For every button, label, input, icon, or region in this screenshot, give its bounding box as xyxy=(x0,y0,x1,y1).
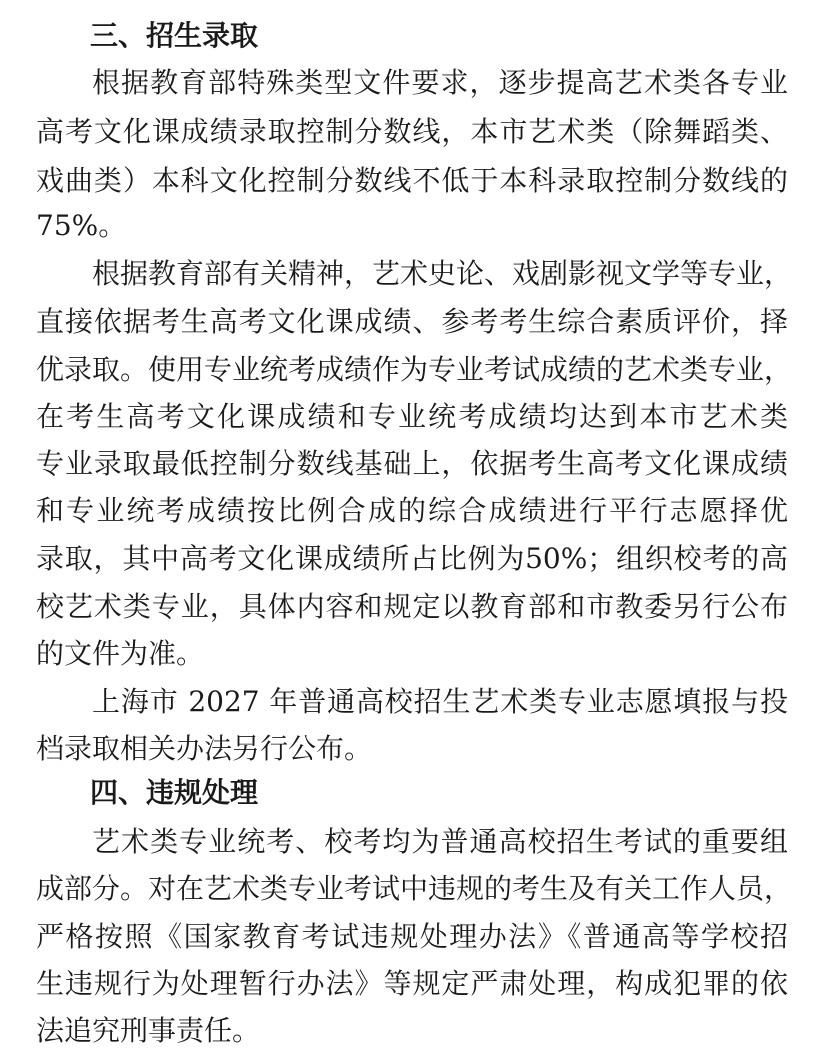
text-line: 优录取。使用专业统考成绩作为专业考试成绩的艺术类专业， xyxy=(36,353,793,386)
text-line: 法追究刑事责任。 xyxy=(36,1014,261,1047)
text-line: 根据教育部有关精神，艺术史论、戏剧影视文学等专业， xyxy=(92,257,793,290)
text-line: 根据教育部特殊类型文件要求，逐步提高艺术类各专业 xyxy=(92,66,788,99)
text-line: 严格按照《国家教育考试违规处理办法》《普通高等学校招 xyxy=(36,920,788,953)
text-line: 校艺术类专业，具体内容和规定以教育部和市教委另行公布 xyxy=(36,590,788,623)
text-line: 上海市 2027 年普通高校招生艺术类专业志愿填报与投 xyxy=(92,685,788,718)
text-line: 高考文化课成绩录取控制分数线，本市艺术类（除舞蹈类、 xyxy=(36,115,788,148)
text-line: 在考生高考文化课成绩和专业统考成绩均达到本市艺术类 xyxy=(36,400,788,433)
text-line: 艺术类专业统考、校考均为普通高校招生考试的重要组 xyxy=(92,825,788,858)
text-line: 档录取相关办法另行公布。 xyxy=(36,732,373,765)
text-line: 专业录取最低控制分数线基础上，依据考生高考文化课成绩 xyxy=(36,447,788,480)
text-line: 生违规行为处理暂行办法》等规定严肃处理，构成犯罪的依 xyxy=(36,967,788,1000)
text-line: 的文件为准。 xyxy=(36,637,205,670)
text-line: 和专业统考成绩按比例合成的综合成绩进行平行志愿择优 xyxy=(36,494,788,527)
section-heading-admission: 三、招生录取 xyxy=(90,19,259,52)
text-line: 直接依据考生高考文化课成绩、参考考生综合素质评价，择 xyxy=(36,305,788,338)
text-line: 录取，其中高考文化课成绩所占比例为50%；组织校考的高 xyxy=(36,542,788,575)
text-line: 75%。 xyxy=(36,209,127,242)
text-line: 戏曲类）本科文化控制分数线不低于本科录取控制分数线的 xyxy=(36,164,788,197)
section-heading-violations: 四、违规处理 xyxy=(90,776,259,809)
text-line: 成部分。对在艺术类专业考试中违规的考生及有关工作人员， xyxy=(36,872,793,905)
